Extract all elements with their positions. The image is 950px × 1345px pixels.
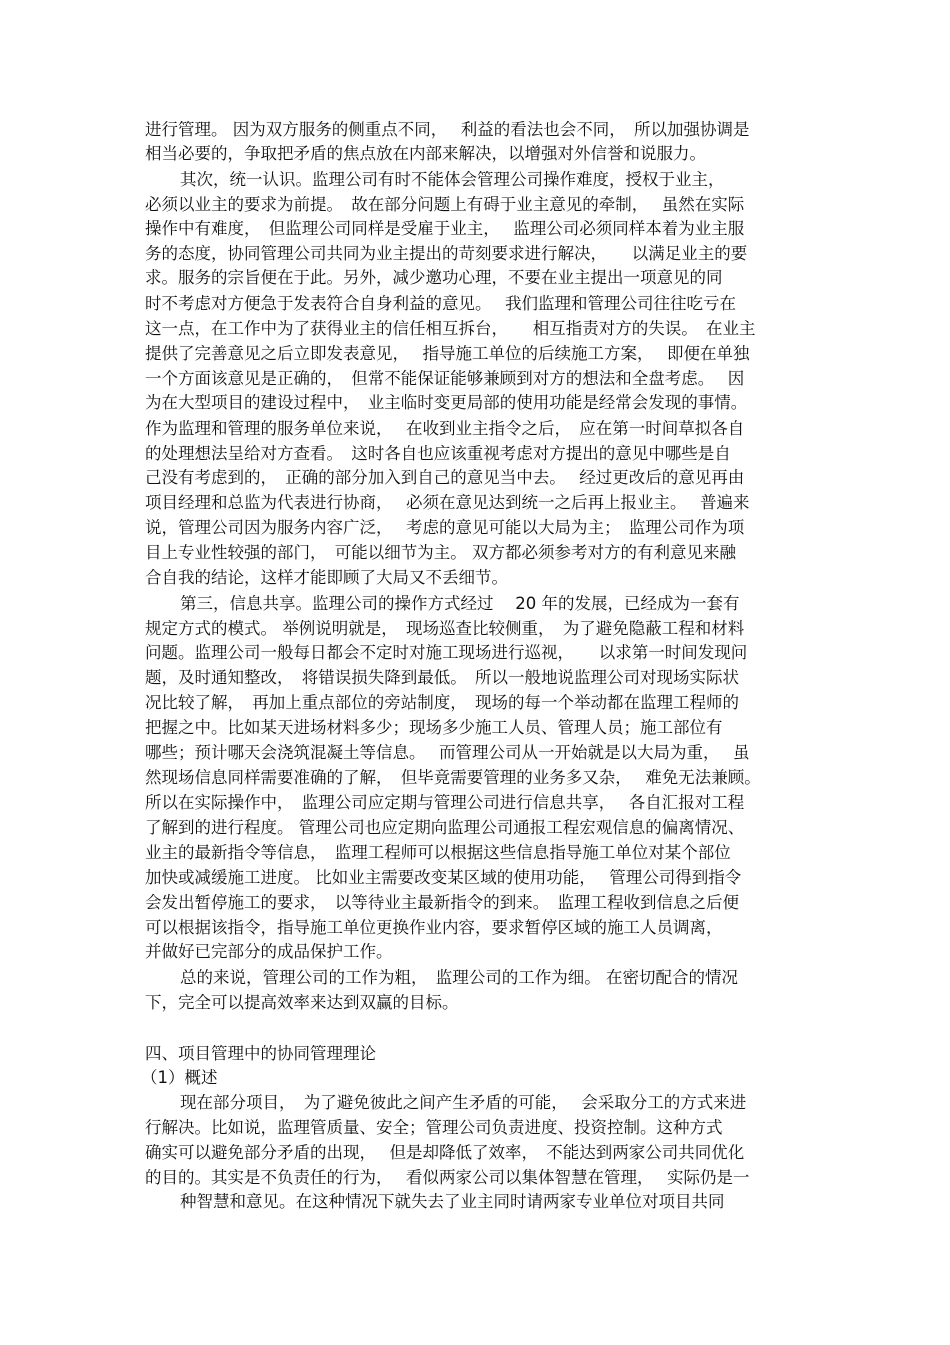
text-line: 了解到的进行程度。 管理公司也应定期向监理公司通报工程宏观信息的偏离情况、 <box>145 818 745 837</box>
text-line: 合自我的结论，这样才能即顾了大局又不丢细节。 <box>145 568 508 587</box>
text-line: 提供了完善意见之后立即发表意见， 指导施工单位的后续施工方案， 即便在单独 <box>145 344 750 363</box>
text-line: 行解决。比如说，监理管质量、安全；管理公司负责进度、投资控制。这种方式 <box>145 1118 723 1137</box>
text-line: 下，完全可以提高效率来达到双赢的目标。 <box>145 993 459 1012</box>
text-line: 必须以业主的要求为前提。 故在部分问题上有碍于业主意见的牵制， 虽然在实际 <box>145 195 745 214</box>
text-line: 可以根据该指令，指导施工单位更换作业内容，要求暂停区域的施工人员调离， <box>145 918 723 937</box>
text-line: 作为监理和管理的服务单位来说， 在收到业主指令之后， 应在第一时间草拟各自 <box>145 419 745 438</box>
subsection-heading: （1）概述 <box>141 1068 218 1087</box>
text-line: 哪些；预计哪天会浇筑混凝土等信息。 而管理公司从一开始就是以大局为重， 虽 <box>145 743 750 762</box>
text-line: 第三，信息共享。监理公司的操作方式经过 20 年的发展，已经成为一套有 <box>180 594 740 613</box>
text-line: 业主的最新指令等信息， 监理工程师可以根据这些信息指导施工单位对某个部位 <box>145 843 731 862</box>
text-line: 的目的。其实是不负责任的行为， 看似两家公司以集体智慧在管理， 实际仍是一 <box>145 1168 750 1187</box>
text-line: 务的态度，协同管理公司共同为业主提出的苛刻要求进行解决， 以满足业主的要 <box>145 244 748 263</box>
text-line: 规定方式的模式。 举例说明就是， 现场巡查比较侧重， 为了避免隐蔽工程和材料 <box>145 619 745 638</box>
text-line: 为在大型项目的建设过程中， 业主临时变更局部的使用功能是经常会发现的事情。 <box>145 393 748 412</box>
text-line: 的处理想法呈给对方查看。 这时各自也应该重视考虑对方提出的意见中哪些是自 <box>145 444 731 463</box>
text-line: 题，及时通知整改， 将错误损失降到最低。 所以一般地说监理公司对现场实际状 <box>145 668 739 687</box>
text-line: 现在部分项目， 为了避免彼此之间产生矛盾的可能， 会采取分工的方式来进 <box>180 1093 747 1112</box>
text-line: 项目经理和总监为代表进行协商， 必须在意见达到统一之后再上报业主。 普遍来 <box>145 493 750 512</box>
text-line: 所以在实际操作中， 监理公司应定期与管理公司进行信息共享， 各自汇报对工程 <box>145 793 745 812</box>
text-line: 进行管理。 因为双方服务的侧重点不同， 利益的看法也会不同， 所以加强协调是 <box>145 120 750 139</box>
text-line: 问题。监理公司一般每日都会不定时对施工现场进行巡视， 以求第一时间发现问 <box>145 643 748 662</box>
text-line: 并做好已完部分的成品保护工作。 <box>145 942 393 961</box>
text-line: 会发出暂停施工的要求， 以等待业主最新指令的到来。 监理工程收到信息之后便 <box>145 893 739 912</box>
text-line: 把握之中。比如某天进场材料多少；现场多少施工人员、管理人员；施工部位有 <box>145 718 723 737</box>
text-line: 况比较了解， 再加上重点部位的旁站制度， 现场的每一个举动都在监理工程师的 <box>145 693 739 712</box>
text-line: 操作中有难度， 但监理公司同样是受雇于业主， 监理公司必须同样本着为业主服 <box>145 219 745 238</box>
text-line: 求。服务的宗旨便在于此。另外，减少邀功心理，不要在业主提出一项意见的同 <box>145 268 723 287</box>
text-line: 一个方面该意见是正确的， 但常不能保证能够兼顾到对方的想法和全盘考虑。 因 <box>145 369 745 388</box>
text-line: 然现场信息同样需要准确的了解， 但毕竟需要管理的业务多又杂， 难免无法兼顾。 <box>145 768 761 787</box>
text-line: 己没有考虑到的， 正确的部分加入到自己的意见当中去。 经过更改后的意见再由 <box>145 468 745 487</box>
section-heading: 四、项目管理中的协同管理理论 <box>145 1044 376 1063</box>
text-line: 加快或减缓施工进度。 比如业主需要改变某区域的使用功能， 管理公司得到指令 <box>145 868 742 887</box>
text-line: 目上专业性较强的部门， 可能以细节为主。 双方都必须参考对方的有利意见来融 <box>145 543 736 562</box>
text-line: 确实可以避免部分矛盾的出现， 但是却降低了效率， 不能达到两家公司共同优化 <box>145 1143 745 1162</box>
text-line: 这一点，在工作中为了获得业主的信任相互拆台， 相互指责对方的失误。 在业主 <box>145 319 756 338</box>
text-line: 其次，统一认识。监理公司有时不能体会管理公司操作难度，授权于业主， <box>180 170 725 189</box>
text-line: 总的来说，管理公司的工作为粗， 监理公司的工作为细。 在密切配合的情况 <box>180 968 738 987</box>
text-line: 相当必要的，争取把矛盾的焦点放在内部来解决，以增强对外信誉和说服力。 <box>145 144 706 163</box>
text-line: 种智慧和意见。在这种情况下就失去了业主同时请两家专业单位对项目共同 <box>180 1192 725 1211</box>
text-line: 说，管理公司因为服务内容广泛， 考虑的意见可能以大局为主； 监理公司作为项 <box>145 518 745 537</box>
text-line: 时不考虑对方便急于发表符合自身利益的意见。 我们监理和管理公司往往吃亏在 <box>145 294 736 313</box>
